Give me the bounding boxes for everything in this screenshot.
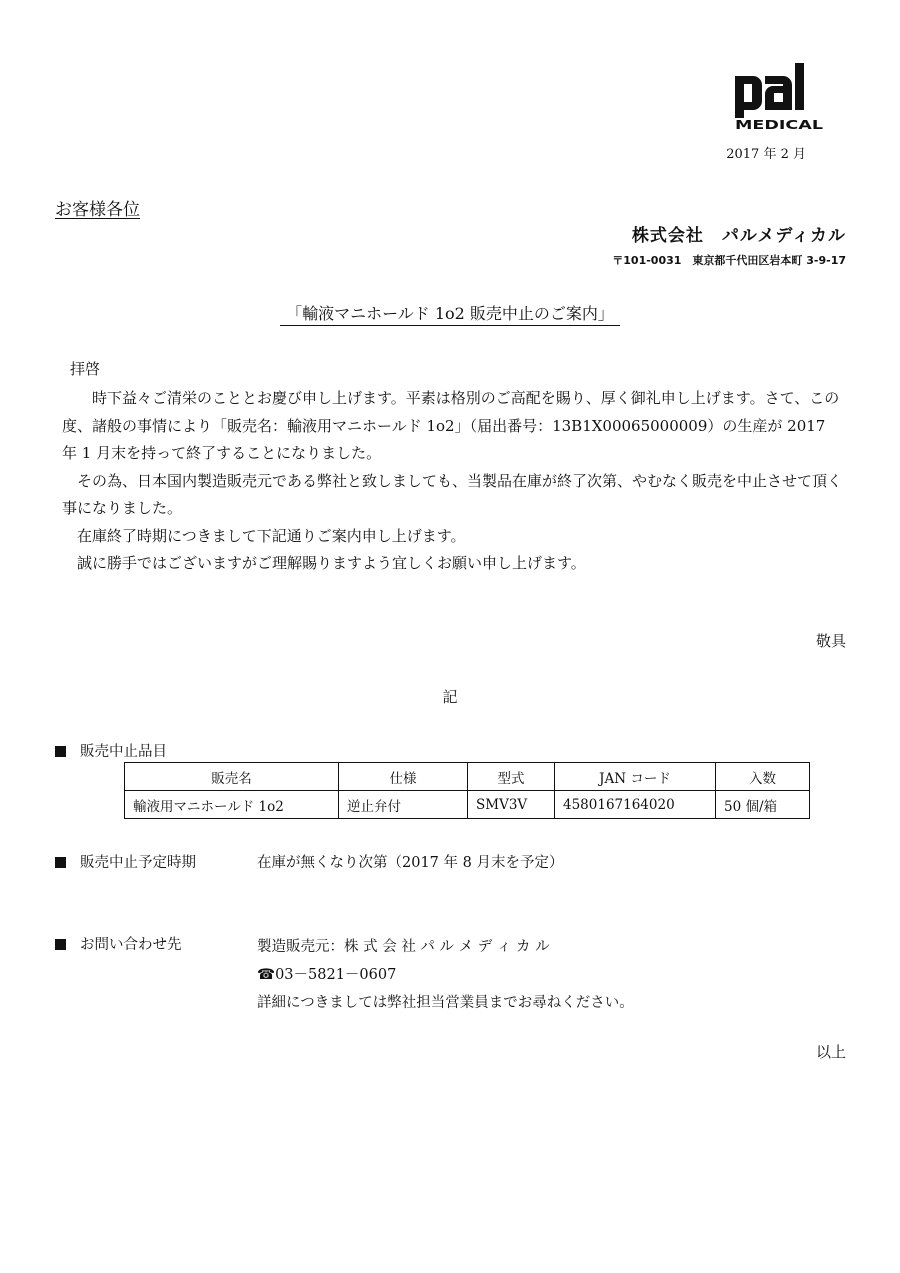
table-cell: 逆止弁付 (339, 791, 468, 819)
ending-ijou: 以上 (815, 1043, 846, 1061)
square-bullet-icon (55, 857, 66, 868)
contact-phone (257, 961, 634, 989)
ki-heading: 記 (442, 688, 458, 706)
contact-maker: 製造販売元：株 式 会 社 パ ル メ デ ィ カ ル (257, 939, 550, 955)
section-label: 販売中止品目 (80, 744, 167, 760)
discontinued-items-table (124, 762, 810, 819)
phone-icon: ☎ (257, 967, 276, 983)
section-discontinued-items (55, 740, 167, 761)
schedule-value: 在庫が無くなり次第（2017 年 8 月末を予定） (257, 855, 564, 871)
addressee: お客様各位 (55, 200, 140, 220)
body-paragraph: 時下益々ご清栄のこととお慶び申し上げます。平素は格別のご高配を賜り、厚く御礼申し上げます。さて、この度、諸般の事情により「販売名：輸液用マニホールド 1o2」（届出番号：13B1X00065000009）の生産が 2017 年 1 月末を持って終了することになりました。 (62, 389, 840, 462)
table-header-row (125, 763, 810, 791)
document-date: 2017 年 2 月 (726, 147, 806, 162)
greeting: 拝啓 (70, 360, 101, 378)
table-cell: 輸液用マニホールド 1o2 (125, 791, 339, 819)
body-paragraph: 在庫終了時期につきまして下記通りご案内申し上げます。 (62, 526, 466, 545)
phone-number: 03－5821－0607 (275, 967, 397, 983)
section-contact (55, 933, 182, 954)
pal-medical-logo (733, 62, 825, 132)
square-bullet-icon (55, 746, 66, 757)
table-cell: 50 個/箱 (716, 791, 810, 819)
company-address: 〒101-0031 東京都千代田区岩本町 3-9-17 (612, 254, 846, 267)
table-cell: SMV3V (468, 791, 555, 819)
table-header-cell: 販売名 (125, 763, 339, 791)
contact-note: 詳細につきましては弊社担当営業員までお尋ねください。 (257, 995, 634, 1011)
table-header-cell: JAN コード (555, 763, 716, 791)
table-header-cell: 入数 (716, 763, 810, 791)
square-bullet-icon (55, 939, 66, 950)
body-paragraph: その為、日本国内製造販売元である弊社と致しましても、当製品在庫が終了次第、やむなく販売を中止させて頂く事になりました。 (62, 471, 843, 517)
section-label: お問い合わせ先 (80, 937, 182, 953)
document-title-text: 「輸液マニホールド 1o2 販売中止のご案内」 (280, 304, 620, 326)
contact-details (257, 933, 634, 1017)
table-cell: 4580167164020 (555, 791, 716, 819)
closing-keigu: 敬具 (815, 632, 846, 650)
document-title (0, 301, 900, 324)
table-header-cell: 仕様 (339, 763, 468, 791)
table-row (125, 791, 810, 819)
section-discontinuation-schedule (55, 851, 196, 872)
letter-body (62, 385, 844, 578)
logo-secondary-text: MEDICAL (735, 117, 824, 132)
table-header-cell: 型式 (468, 763, 555, 791)
company-name: 株式会社 パルメディカル (631, 226, 846, 246)
body-paragraph: 誠に勝手ではございますがご理解賜りますよう宜しくお願い申し上げます。 (62, 554, 586, 572)
section-label: 販売中止予定時期 (80, 855, 196, 871)
